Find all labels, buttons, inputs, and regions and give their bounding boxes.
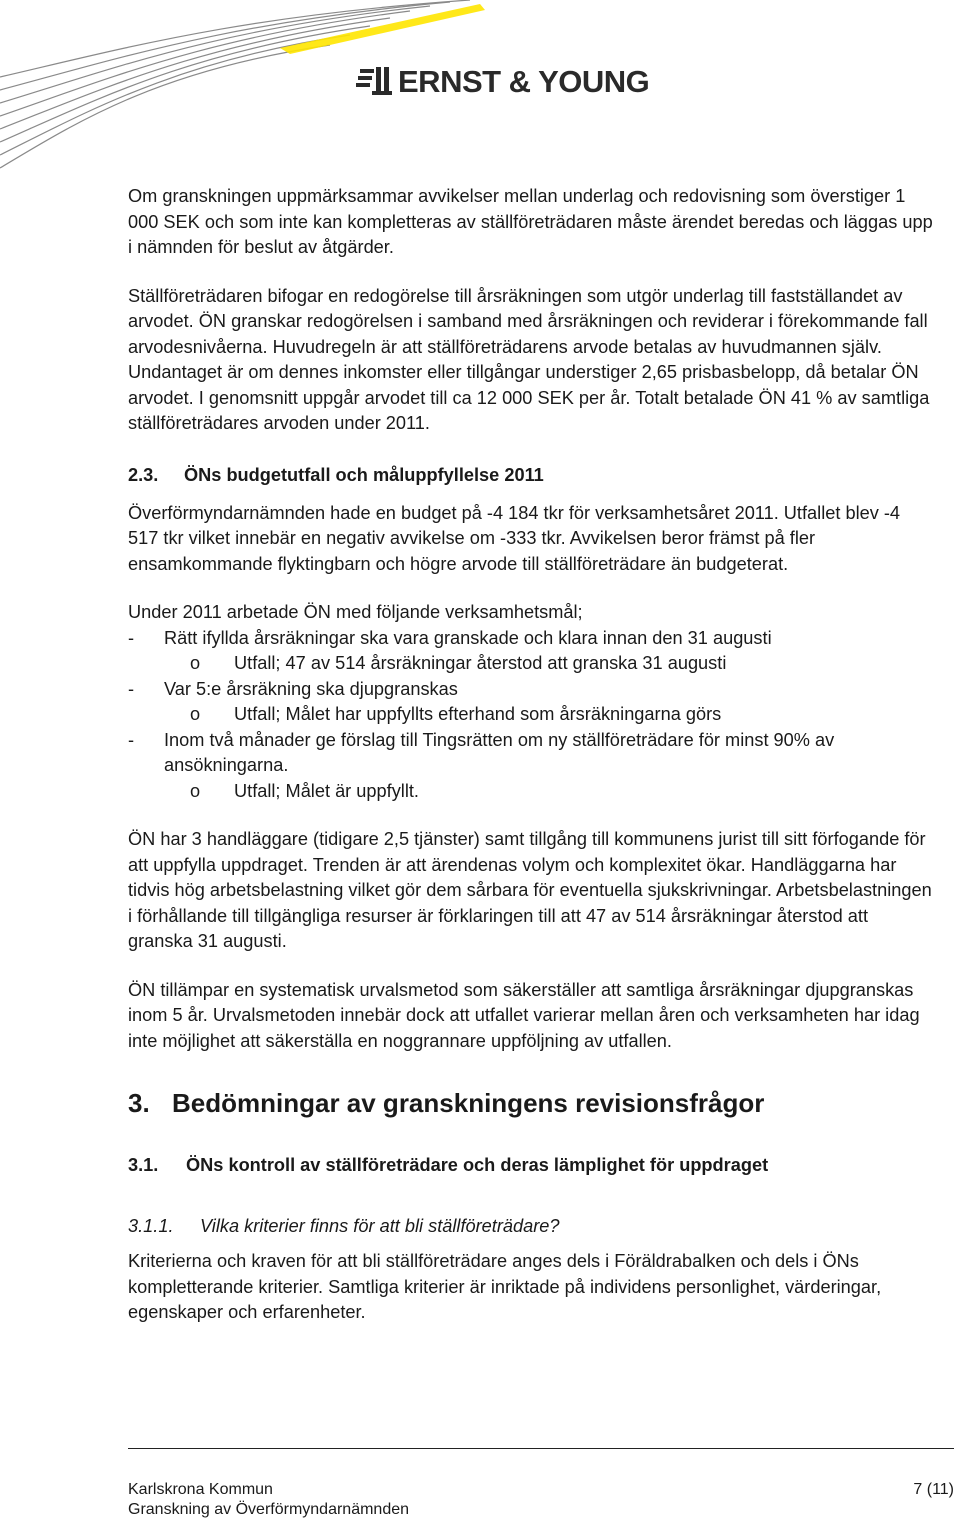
section-title: Bedömningar av granskningens revisionsfrågor [172,1088,765,1118]
paragraph: Om granskningen uppmärksammar avvikelser mellan underlag och redovisning som överstiger 1 000 SEK och som inte kan kompletteras av ställföreträdaren måste ärendet beredas och läggas upp i nämnden för beslut av åtgärder. [128,186,933,257]
section-number: 3. [128,1088,150,1118]
list-item: - Inom två månader ge förslag till Tingsrätten om ny ställföreträdare för minst 90% av ansökningarna. [128,729,835,775]
company-logo [356,62,649,102]
section-title: Vilka kriterier finns för att bli ställföreträdare? [200,1216,560,1236]
paragraph: Överförmyndarnämnden hade en budget på -4 184 tkr för verksamhetsåret 2011. Utfallet blev -4 517 tkr vilket innebär en negativ avvikelse om -333 tkr. Avvikelsen beror främst på fler ensamkommande flyktingbarn och högre arvode till ställföreträdare än budgeterat. [128,502,901,574]
list-item: o Utfall; Målet har uppfyllts efterhand som årsräkningarna görs [190,704,722,724]
list-item: o Utfall; 47 av 514 årsräkningar återstod att granska 31 augusti [190,653,727,673]
paragraph: Ställföreträdaren bifogar en redogörelse till årsräkningen som utgör underlag till fastställandet av arvodet. ÖN granskar redogörelsen i samband med årsräkningen och reviderar i förekommande fall arvodesnivåerna. Huvudregeln är att ställföreträdarens arvode betalas av huvudmannen själv. Undantaget är om dennes inkomster eller tillgångar understiger 2,65 prisbasbelopp, då betalar ÖN arvodet. I genomsnitt uppgår arvodet till ca 12 000 SEK per år. Totalt betalade ÖN 41 % av samtliga ställföreträdares arvoden under 2011. [128,285,930,433]
goals-list [128,626,933,805]
section-title: ÖNs kontroll av ställföreträdare och deras lämplighet för uppdraget [186,1155,769,1175]
section-number: 2.3. [128,464,159,485]
section-heading-2-3 [128,463,933,488]
footer-organization: Karlskrona Kommun [128,1481,273,1498]
page-body [128,184,933,1326]
section-number: 3.1.1. [128,1216,174,1236]
section-title: ÖNs budgetutfall och måluppfyllelse 2011 [184,464,544,485]
page-number: 7 (11) [913,1481,954,1498]
list-item: o Utfall; Målet är uppfyllt. [190,780,419,801]
list-item: - Var 5:e årsräkning ska djupgranskas [128,678,458,699]
ernst-young-logo-mark-icon [356,65,392,99]
goals-intro: Under 2011 arbetade ÖN med följande verksamhetsmål; [128,602,583,622]
footer-divider [128,1448,954,1449]
paragraph: Kriterierna och kraven för att bli ställföreträdare anges dels i Föräldrabalken och dels i ÖNs kompletterande kriterier. Samtliga kriterier är inriktade på individens personlighet, värderingar, egenskaper och erfarenheter. [128,1251,882,1322]
page-footer [128,1480,954,1520]
paragraph: ÖN har 3 handläggare (tidigare 2,5 tjänster) samt tillgång till kommunens jurist till sitt förfogande för att uppfylla uppdraget. Trenden är att ärendenas volym och komplexitet ökar. Handläggarna har tidvis hög arbetsbelastning vilket gör dem sårbara för eventuella sjukskrivningar. Arbetsbelastningen i förhållande till tillgängliga resurser är förklaringen till att 47 av 514 årsräkningar återstod att granska 31 augusti. [128,829,932,951]
section-heading-3-1 [128,1153,933,1178]
footer-report-title: Granskning av Överförmyndarnämnden [128,1501,410,1518]
list-item: - Rätt ifyllda årsräkningar ska vara granskade och klara innan den 31 augusti [128,627,772,648]
section-heading-3 [128,1087,933,1119]
paragraph: ÖN tillämpar en systematisk urvalsmetod som säkerställer att samtliga årsräkningar djupgranskas inom 5 år. Urvalsmetoden innebär dock att utfallet varierar mellan åren och verksamheten har idag inte möjlighet att säkerställa en noggrannare uppföljning av utfallen. [128,979,920,1051]
section-number: 3.1. [128,1155,159,1175]
section-heading-3-1-1 [128,1214,933,1239]
logo-wordmark: ERNST & YOUNG [398,64,650,99]
